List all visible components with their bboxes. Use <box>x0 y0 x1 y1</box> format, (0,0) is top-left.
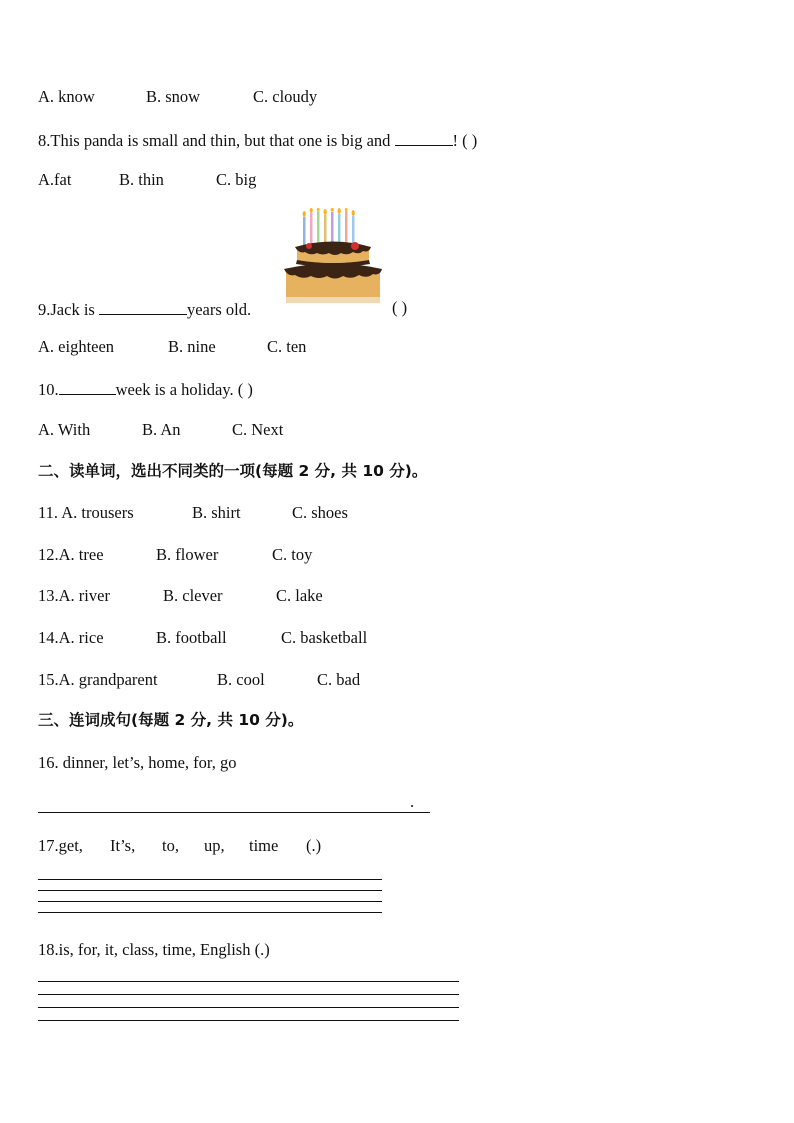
q10-blank[interactable] <box>59 378 116 395</box>
q14-option-b: B. football <box>156 628 227 647</box>
q10-option-a: A. With <box>38 420 91 439</box>
q11-option-a: 11. A. trousers <box>38 503 134 522</box>
q16-answer-line[interactable] <box>38 812 430 813</box>
q10-stem-before: 10. <box>38 380 59 399</box>
q7-option-c: C. cloudy <box>253 87 318 106</box>
q8-blank[interactable] <box>395 129 453 146</box>
q17-word-3: to, <box>162 836 179 855</box>
q7-options <box>38 87 317 107</box>
q10-option-b: B. An <box>142 420 181 439</box>
q7-option-a: A. know <box>38 87 95 106</box>
birthday-cake-icon <box>283 208 383 308</box>
q9-blank[interactable] <box>99 298 187 315</box>
q12-option-a: 12.A. tree <box>38 545 104 564</box>
q8-option-b: B. thin <box>119 170 164 189</box>
q9-stem <box>38 298 251 320</box>
q11-options <box>38 503 348 523</box>
q9-option-b: B. nine <box>168 337 216 356</box>
q12-option-c: C. toy <box>272 545 313 564</box>
q15-option-a: 15.A. grandparent <box>38 670 158 689</box>
q18-words: 18.is, for, it, class, time, English (.) <box>38 940 270 959</box>
q9-option-c: C. ten <box>267 337 307 356</box>
q10-option-c: C. Next <box>232 420 284 439</box>
section-2-title: 二、读单词，选出不同类的一项(每题 2 分, 共 10 分)。 <box>38 462 428 480</box>
q12-option-b: B. flower <box>156 545 219 564</box>
q8-stem <box>38 129 477 151</box>
q17-word-2: It’s, <box>110 836 136 855</box>
q17-answer-line-4[interactable] <box>38 912 382 913</box>
q17-word-5: time <box>249 836 279 855</box>
q13-option-c: C. lake <box>276 586 323 605</box>
q18-answer-line-1[interactable] <box>38 981 459 982</box>
q9-stem-after: years old. <box>186 300 252 319</box>
q17-word-1: 17.get, <box>38 836 83 855</box>
q9-option-a: A. eighteen <box>38 337 115 356</box>
q13-option-b: B. clever <box>163 586 223 605</box>
q8-option-c: C. big <box>216 170 257 189</box>
q10-stem <box>38 378 253 400</box>
q13-option-a: 13.A. river <box>38 586 110 605</box>
q16-words: 16. dinner, let’s, home, for, go <box>38 753 237 772</box>
q13-options <box>38 586 323 606</box>
q17-word-6: (.) <box>306 836 322 855</box>
candles <box>303 208 355 247</box>
q8-option-a: A.fat <box>38 170 72 189</box>
q10-options <box>38 420 283 440</box>
q17-word-4: up, <box>204 836 225 855</box>
q16-period: . <box>410 792 415 811</box>
q15-option-b: B. cool <box>217 670 265 689</box>
section-3-title: 三、连词成句(每题 2 分, 共 10 分)。 <box>38 711 304 729</box>
q9-stem-before: 9.Jack is <box>38 300 99 319</box>
q17-answer-line-2[interactable] <box>38 890 382 891</box>
q14-option-c: C. basketball <box>281 628 368 647</box>
q8-stem-after: ! ( ) <box>452 131 478 150</box>
q17-answer-line-3[interactable] <box>38 901 382 902</box>
q7-option-b: B. snow <box>146 87 201 106</box>
q10-stem-after: week is a holiday. ( ) <box>115 380 253 399</box>
q11-option-c: C. shoes <box>292 503 348 522</box>
q15-options <box>38 670 360 690</box>
q18-answer-line-2[interactable] <box>38 994 459 995</box>
q14-options <box>38 628 367 648</box>
q9-answer-paren: ( ) <box>392 298 408 317</box>
q15-option-c: C. bad <box>317 670 361 689</box>
q17-words <box>38 836 321 856</box>
q12-options <box>38 545 312 565</box>
q18-answer-line-3[interactable] <box>38 1007 459 1008</box>
q8-stem-before: 8.This panda is small and thin, but that one is big and <box>38 131 395 150</box>
q14-option-a: 14.A. rice <box>38 628 104 647</box>
q18-answer-line-4[interactable] <box>38 1020 459 1021</box>
q9-options <box>38 337 306 357</box>
q17-answer-line-1[interactable] <box>38 879 382 880</box>
q11-option-b: B. shirt <box>192 503 241 522</box>
q8-options <box>38 170 256 190</box>
